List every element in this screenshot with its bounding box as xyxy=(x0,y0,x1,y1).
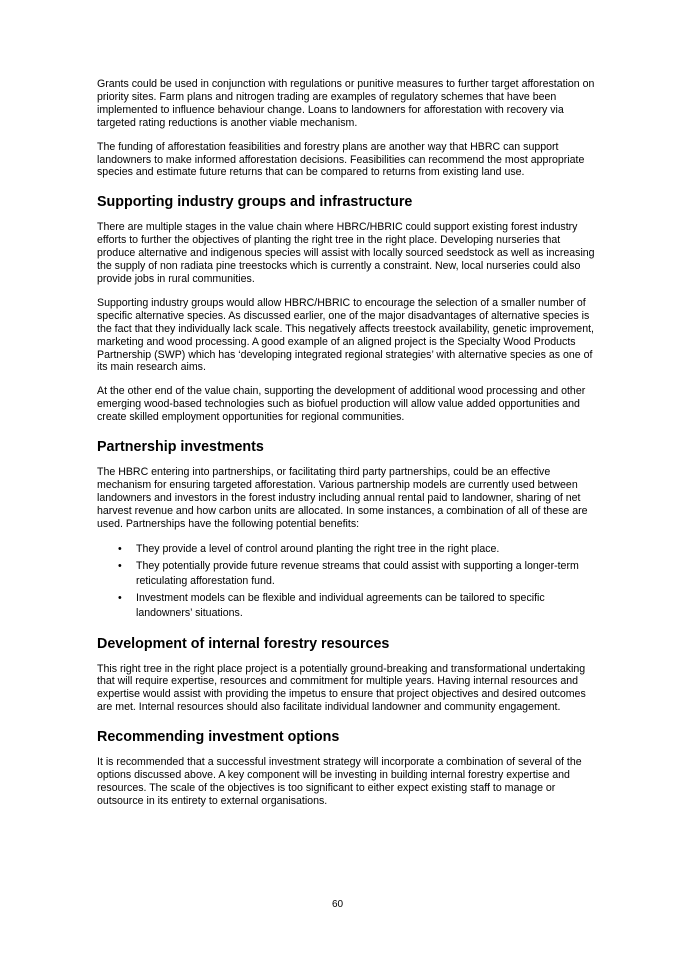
list-item-text: Investment models can be flexible and individual agreements can be tailored to specific landowners’ situations. xyxy=(136,591,545,619)
bullet-icon: • xyxy=(118,542,122,555)
document-page xyxy=(97,78,597,819)
list-item xyxy=(97,542,597,557)
section-heading-recommending-options: Recommending investment options xyxy=(97,729,340,746)
list-item xyxy=(97,591,597,621)
section-heading-supporting-industry: Supporting industry groups and infrastructure xyxy=(97,194,413,211)
section-heading-internal-resources: Development of internal forestry resources xyxy=(97,635,390,652)
list-item xyxy=(97,559,597,589)
bullet-icon: • xyxy=(118,559,122,572)
paragraph: The HBRC entering into partnerships, or facilitating third party partnerships, could be an effective mechanism for ensuring targeted afforestation. Various partnership models are currently used between landowners and investors in the forest industry including annual rental paid to landowner, sharing of net harvest revenue and how carbon units are allocated. In some instances, a combination of all of these are used. Partnerships have the following potential benefits: xyxy=(97,466,588,530)
paragraph: The funding of afforestation feasibilities and forestry plans are another way that HBRC can support landowners to make informed afforestation decisions. Feasibilities can recommend the most appropriate species and estimate future returns that can be compared to returns from existing land use. xyxy=(97,140,585,179)
paragraph: This right tree in the right place project is a potentially ground-breaking and transformational undertaking that will require expertise, resources and commitment for multiple years. Having internal resources and expertise would assist with providing the impetus to ensure that project objectives and desired outcomes are met. Internal resources should also facilitate individual landowner and community engagement. xyxy=(97,662,586,714)
benefits-list xyxy=(97,542,597,621)
paragraph: At the other end of the value chain, supporting the development of additional wood processing and other emerging wood-based technologies such as biofuel production will allow value added opportunities and create skilled employment opportunities for regional communities. xyxy=(97,385,586,424)
page-number: 60 xyxy=(331,899,344,910)
paragraph: It is recommended that a successful investment strategy will incorporate a combination of several of the options discussed above. A key component will be investing in building internal forestry expertise and resources. The scale of the objectives is too significant to either expect existing staff to manage or outsource in its entirety to external organisations. xyxy=(97,756,582,807)
paragraph: Grants could be used in conjunction with regulations or punitive measures to further target afforestation on priority sites. Farm plans and nitrogen trading are examples of regulatory schemes that have been implemented to influence behaviour change. Loans to landowners for afforestation with recovery via targeted rating reductions is another viable mechanism. xyxy=(97,78,595,129)
section-heading-partnership-investments: Partnership investments xyxy=(97,439,264,456)
list-item-text: They potentially provide future revenue streams that could assist with supporting a longer-term reticulating afforestation fund. xyxy=(136,559,579,587)
bullet-icon: • xyxy=(118,591,122,604)
paragraph: Supporting industry groups would allow HBRC/HBRIC to encourage the selection of a smaller number of specific alternative species. As discussed earlier, one of the major disadvantages of alternative species is the fact that they individually lack scale. This negatively affects treestock availability, genetic improvement, marketing and wood processing. A good example of an aligned project is the Specialty Wood Products Partnership (SWP) which has ‘developing integrated regional strategies’ with alternative species as one of its main research aims. xyxy=(97,296,594,374)
list-item-text: They provide a level of control around planting the right tree in the right place. xyxy=(136,542,500,555)
paragraph: There are multiple stages in the value chain where HBRC/HBRIC could support existing forest industry efforts to further the objectives of planting the right tree in the right place. Developing nurseries that produce alternative and indigenous species will assist with locally sourced seedstock as well as increasing the supply of non radiata pine treestocks which is currently a constraint. New, local nurseries could also provide jobs in rural communities. xyxy=(97,221,595,285)
